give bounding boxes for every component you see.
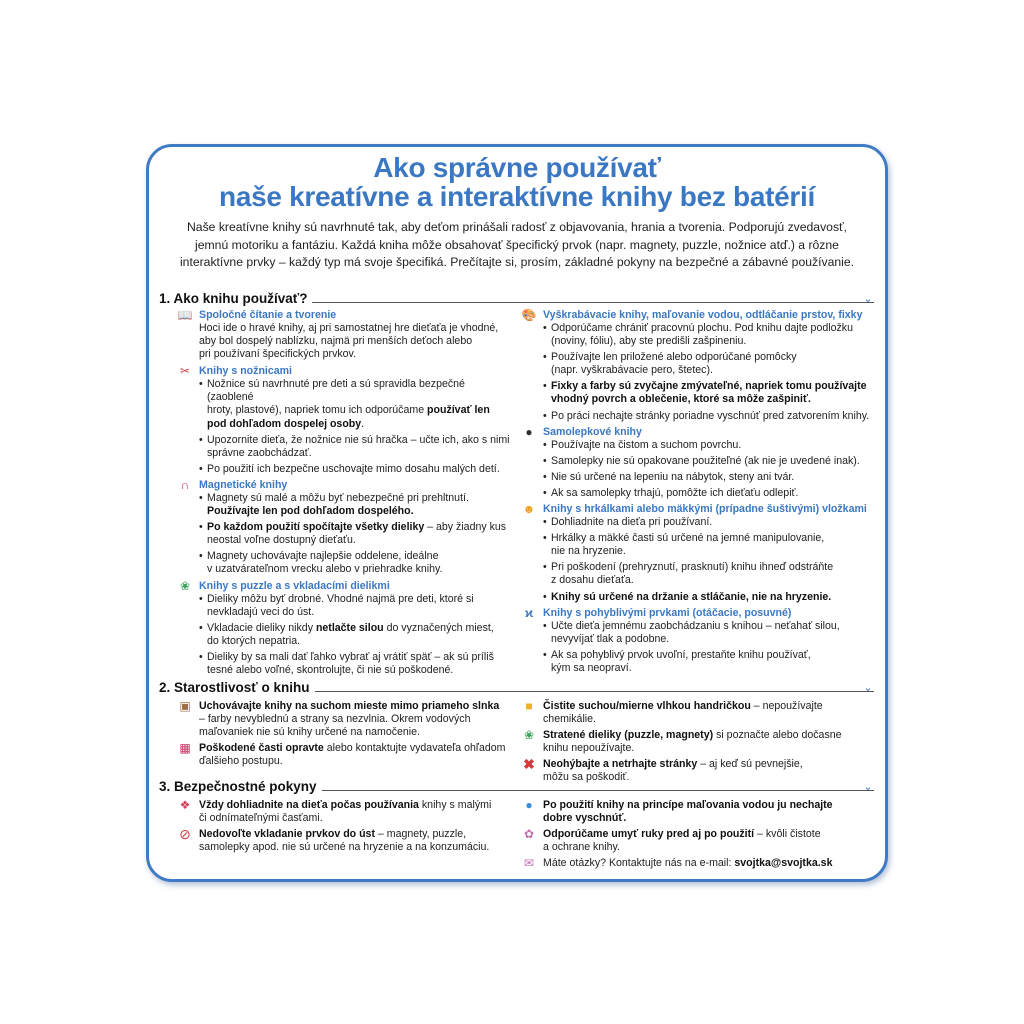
list-item — [199, 521, 512, 547]
text-line: • Nie sú určené na lepeniu na nábytok, steny ani tvár. — [551, 470, 795, 483]
subsection-reading — [177, 309, 512, 361]
subsection-stickers — [521, 426, 871, 500]
bold-text: Po každom použití spočítajte všetky dieliky — [207, 521, 425, 534]
chevron-down-icon: ⌄ — [863, 781, 873, 793]
list-item — [199, 492, 512, 518]
list-item — [543, 322, 871, 348]
hand-wash-icon: ✿ — [523, 827, 535, 842]
text-line — [199, 799, 512, 812]
text-span: hroty, plastové), napriek tomu ich odporúčame — [207, 404, 428, 417]
subsection-title: Vyškrabávacie knihy, maľovanie vodou, odtláčanie prstov, fixky — [543, 309, 863, 321]
text-line — [199, 828, 512, 841]
text-line: aby bol dospelý nablízku, najmä pri menších deťoch alebo — [199, 335, 473, 348]
envelope-icon: ✉ — [523, 856, 535, 871]
text-line: do ktorých nepatria. — [207, 634, 301, 647]
baby-face-icon: ☻ — [522, 502, 536, 517]
list-item — [521, 857, 871, 870]
text-span: – nepoužívajte chemikálie. — [543, 700, 823, 726]
scissors-icon: ✂ — [179, 364, 191, 379]
text-line: • Upozornite dieťa, že nožnice nie sú hračka – učte ich, ako s nimi — [207, 433, 510, 446]
bold-text: vhodný povrch a oblečenie, ktoré sa môže zašpiniť. — [551, 393, 811, 406]
box-icon: ▣ — [179, 699, 191, 713]
first-aid-kit-icon: ▦ — [179, 741, 191, 756]
subsection-magnetic — [177, 479, 512, 577]
intro-paragraph — [167, 219, 867, 272]
bold-text: Poškodené časti opravte — [199, 742, 324, 755]
list-item — [543, 487, 871, 500]
text-line — [543, 799, 871, 812]
chevron-down-icon: ⌄ — [863, 293, 873, 305]
list-item — [199, 651, 512, 677]
list-item — [543, 380, 871, 406]
text-line — [199, 700, 512, 713]
subsection-title: Samolepkové knihy — [543, 425, 642, 438]
list-item — [543, 351, 871, 377]
list-item — [543, 591, 871, 604]
bold-text: netlačte silou — [315, 621, 384, 634]
list-item — [199, 622, 512, 648]
text-line: v uzatvárateľnom vrecku alebo v priehradke knihy. — [207, 563, 443, 576]
text-line: správne zaobchádzať. — [207, 446, 312, 459]
bold-text: Nedovoľte vkladanie prvkov do úst — [199, 828, 375, 841]
list-item — [177, 828, 512, 854]
text-line: tesné alebo voľné, skontrolujte, či nie sú poškodené. — [207, 663, 454, 676]
section-3-title: 3. Bezpečnostné pokyny — [159, 779, 322, 795]
spiral-icon: ϰ — [524, 605, 534, 620]
section-1-header — [159, 291, 874, 307]
text-line — [551, 591, 871, 604]
list-item — [199, 463, 512, 476]
list-item — [199, 593, 512, 619]
text-line — [207, 505, 512, 518]
bold-text: Vždy dohliadnite na dieťa počas používania — [199, 799, 419, 811]
list-item — [521, 828, 871, 854]
text-line — [207, 521, 512, 534]
text-line: samolepky apod. nie sú určené na hryzenie a na konzumáciu. — [199, 841, 490, 854]
bold-text: Uchovávajte knihy na suchom mieste mimo priameho slnka — [199, 700, 500, 712]
text-line — [551, 393, 871, 406]
text-span: do vyznačených miest, — [383, 621, 494, 634]
text-line: • Po použití ich bezpečne uschovajte mimo dosahu malých detí. — [207, 462, 500, 475]
text-line: môžu sa poškodiť. — [543, 771, 630, 784]
text-line: či odnímateľnými časťami. — [199, 812, 323, 825]
text-line: • Dieliky by sa mali dať ľahko vybrať aj vrátiť späť – ak sú príliš — [207, 650, 494, 663]
text-span: – magnety, puzzle, — [374, 828, 467, 841]
text-line — [207, 404, 512, 417]
section-2-left-column — [177, 700, 512, 771]
bold-text: dobre vyschnúť. — [543, 812, 627, 825]
bold-text: Po použití knihy na princípe maľovania vodou ju nechajte — [543, 799, 833, 811]
text-line: • Dohliadnite na dieťa pri používaní. — [551, 516, 713, 529]
text-line: – farby nevyblednú a strany sa nezvlnia. Okrem vodových — [199, 713, 471, 726]
section-1-title: 1. Ako knihu používať? — [159, 291, 312, 307]
section-3-header — [159, 779, 874, 795]
subsection-scissors — [177, 365, 512, 476]
instruction-card — [146, 144, 888, 882]
list-item — [543, 455, 871, 468]
prohibited-icon: ⊘ — [179, 826, 191, 843]
text-line: Hoci ide o hravé knihy, aj pri samostatnej hre dieťaťa je vhodné, — [199, 322, 499, 334]
intro-line: Naše kreatívne knihy sú navrhnuté tak, aby deťom prinášali radosť z objavovania, hrania a tvorenia. Podporujú zvedavosť, — [186, 220, 848, 234]
text-line: • Ak sa pohyblivý prvok uvoľní, prestaňte knihu používať, — [551, 648, 811, 661]
text-line: • Nožnice sú navrhnuté pre deti a sú spravidla bezpečné (zaoblené — [207, 378, 465, 404]
text-line — [543, 857, 871, 870]
bold-text: Fixky a farby sú zvyčajne zmývateľné, napriek tomu používajte — [551, 380, 867, 393]
text-line: • Hrkálky a mäkké časti sú určené na jemné manipulovanie, — [551, 532, 825, 545]
subsection-title: Magnetické knihy — [199, 478, 288, 491]
list-item — [199, 378, 512, 430]
text-line: nie na hryzenie. — [551, 545, 626, 558]
text-line — [207, 418, 512, 431]
text-line: knihu nepoužívajte. — [543, 742, 635, 755]
section-2-title: 2. Starostlivosť o knihu — [159, 680, 315, 696]
text-line: • Odporúčame chrániť pracovnú plochu. Pod knihu dajte podložku — [551, 322, 853, 334]
intro-line: interaktívne prvky – každý typ má svoje špecifiká. Prečítajte si, prosím, základné pokyny na bezpečné a zábavné používanie. — [179, 255, 855, 269]
text-line: maľovaniek nie sú knihy určené na namočenie. — [199, 726, 420, 739]
text-line: • Samolepky nie sú opakovane použiteľné (ak nie je uvedené inak). — [551, 454, 860, 467]
bold-text: Knihy sú určené na držanie a stláčanie, nie na hryzenie. — [551, 590, 832, 603]
list-item — [199, 434, 512, 460]
chevron-down-icon: ⌄ — [863, 682, 873, 694]
intro-line: jemnú motoriku a fantáziu. Každá kniha môže obsahovať špecifický prvok (napr. magnety, puzzle, nožnice atď.) a rôzne — [195, 237, 839, 252]
text-line: • Magnety sú malé a môžu byť nebezpečné pri prehltnutí. — [207, 491, 469, 504]
text-line: neostal voľne dostupný dieťaťu. — [207, 534, 356, 547]
bold-text: Neohýbajte a netrhajte stránky — [543, 758, 698, 771]
text-line: a ochrane knihy. — [543, 841, 620, 854]
bold-text: používať len — [427, 404, 490, 417]
section-1-left-column — [177, 307, 512, 680]
text-line: • Po práci nechajte stránky poriadne vyschnúť pred zatvorením knihy. — [551, 409, 870, 422]
text-line — [199, 742, 512, 755]
text-line — [543, 828, 871, 841]
list-item — [177, 742, 512, 768]
pushpin-icon: ❖ — [179, 798, 191, 812]
list-item — [177, 799, 512, 825]
text-span: . — [361, 417, 365, 430]
text-line — [543, 700, 871, 726]
text-span: – aby žiadny kus — [424, 521, 507, 534]
text-line — [543, 729, 871, 742]
list-item — [543, 532, 871, 558]
text-line — [543, 758, 871, 771]
puzzle-icon: ❀ — [179, 578, 191, 593]
text-line: • Používajte len priložené alebo odporúčané pomôcky — [551, 351, 797, 364]
subsection-title: Knihy s puzzle a s vkladacími dielikmi — [199, 579, 390, 592]
bold-text: Čistite suchou/mierne vlhkou handričkou — [543, 700, 751, 712]
section-2-right-column — [521, 700, 871, 788]
magnet-icon: ∩ — [180, 477, 190, 492]
cross-icon: ✖ — [523, 756, 535, 773]
text-span: knihy s malými — [418, 799, 492, 811]
section-2-header — [159, 680, 874, 696]
palette-icon: 🎨 — [521, 308, 537, 322]
subsection-title: Knihy s nožnicami — [199, 365, 293, 378]
text-line: • Magnety uchovávajte najlepšie oddelene, ideálne — [207, 550, 439, 563]
puzzle-piece-icon: ❀ — [523, 728, 535, 743]
water-drop-icon: ● — [525, 798, 533, 812]
text-line: (napr. vyškrabávacie pero, štetec). — [551, 364, 713, 377]
bold-text: Používajte len pod dohľadom dospelého. — [207, 505, 414, 518]
text-span: – aj keď sú pevnejšie, — [697, 758, 803, 771]
text-span: alebo kontaktujte vydavateľa ohľadom — [323, 742, 506, 755]
list-item — [521, 700, 871, 726]
subsection-puzzle — [177, 580, 512, 678]
list-item — [543, 649, 871, 675]
sticker-icon: ● — [525, 424, 533, 439]
text-line: pri používaní špecifických prvkov. — [199, 348, 357, 361]
text-line: nevyvíjať tlak a podobne. — [551, 632, 670, 645]
subsection-moving — [521, 607, 871, 675]
text-line: z dosahu dieťaťa. — [551, 574, 634, 587]
subsection-title: Knihy s pohyblivými prvkami (otáčacie, posuvné) — [543, 606, 792, 619]
text-line: ďalšieho postupu. — [199, 755, 283, 768]
list-item — [199, 550, 512, 576]
text-span: si poznačte alebo dočasne — [713, 729, 842, 742]
title-line-2: naše kreatívne a interaktívne knihy bez batérií — [219, 181, 815, 212]
subsection-scratch — [521, 309, 871, 423]
text-line: • Ak sa samolepky trhajú, pomôžte ich dieťaťu odlepiť. — [551, 486, 799, 499]
list-item — [543, 439, 871, 452]
sponge-icon: ■ — [525, 699, 533, 713]
bold-text: Stratené dieliky (puzzle, magnety) — [543, 729, 714, 742]
section-3-left-column — [177, 799, 512, 857]
text-line: (noviny, fóliu), aby ste predišli zašpineniu. — [551, 335, 747, 348]
subsection-title: Knihy s hrkálkami alebo mäkkými (prípadne šuštivými) vložkami — [543, 503, 867, 516]
list-item — [177, 700, 512, 739]
text-line: kým sa neopraví. — [551, 661, 632, 674]
open-book-icon: 📖 — [177, 308, 193, 322]
title-line-1: Ako správne používať — [373, 152, 661, 183]
section-1-right-column — [521, 307, 871, 678]
text-span: Máte otázky? Kontaktujte nás na e-mail: — [543, 857, 735, 870]
text-line: • Dieliky môžu byť drobné. Vhodné najmä pre deti, ktoré si — [207, 592, 474, 605]
text-line — [543, 812, 871, 825]
section-3-right-column — [521, 799, 871, 873]
text-span: – kvôli čistote — [754, 828, 821, 841]
page-title — [149, 153, 885, 211]
text-line: • Učte dieťa jemnému zaobchádzaniu s knihou – neťahať silou, — [551, 619, 840, 632]
bold-text: pod dohľadom dospelej osoby — [207, 417, 362, 430]
list-item — [543, 410, 871, 423]
list-item — [521, 799, 871, 825]
text-line — [551, 380, 871, 393]
text-span: Vkladacie dieliky nikdy — [207, 621, 316, 634]
subsection-title: Spoločné čítanie a tvorenie — [199, 309, 337, 321]
text-line: nevkladajú veci do úst. — [207, 605, 315, 618]
list-item — [543, 516, 871, 529]
bold-text: Odporúčame umyť ruky pred aj po použití — [543, 828, 755, 841]
list-item — [521, 729, 871, 755]
text-line — [207, 622, 512, 635]
list-item — [543, 561, 871, 587]
list-item — [543, 620, 871, 646]
list-item — [543, 471, 871, 484]
text-line: • Pri poškodení (prehryznutí, prasknutí) knihu ihneď odstráňte — [551, 561, 834, 574]
text-line: • Používajte na čistom a suchom povrchu. — [551, 438, 742, 451]
subsection-rattles — [521, 503, 871, 604]
contact-email[interactable]: svojtka@svojtka.sk — [734, 857, 833, 870]
